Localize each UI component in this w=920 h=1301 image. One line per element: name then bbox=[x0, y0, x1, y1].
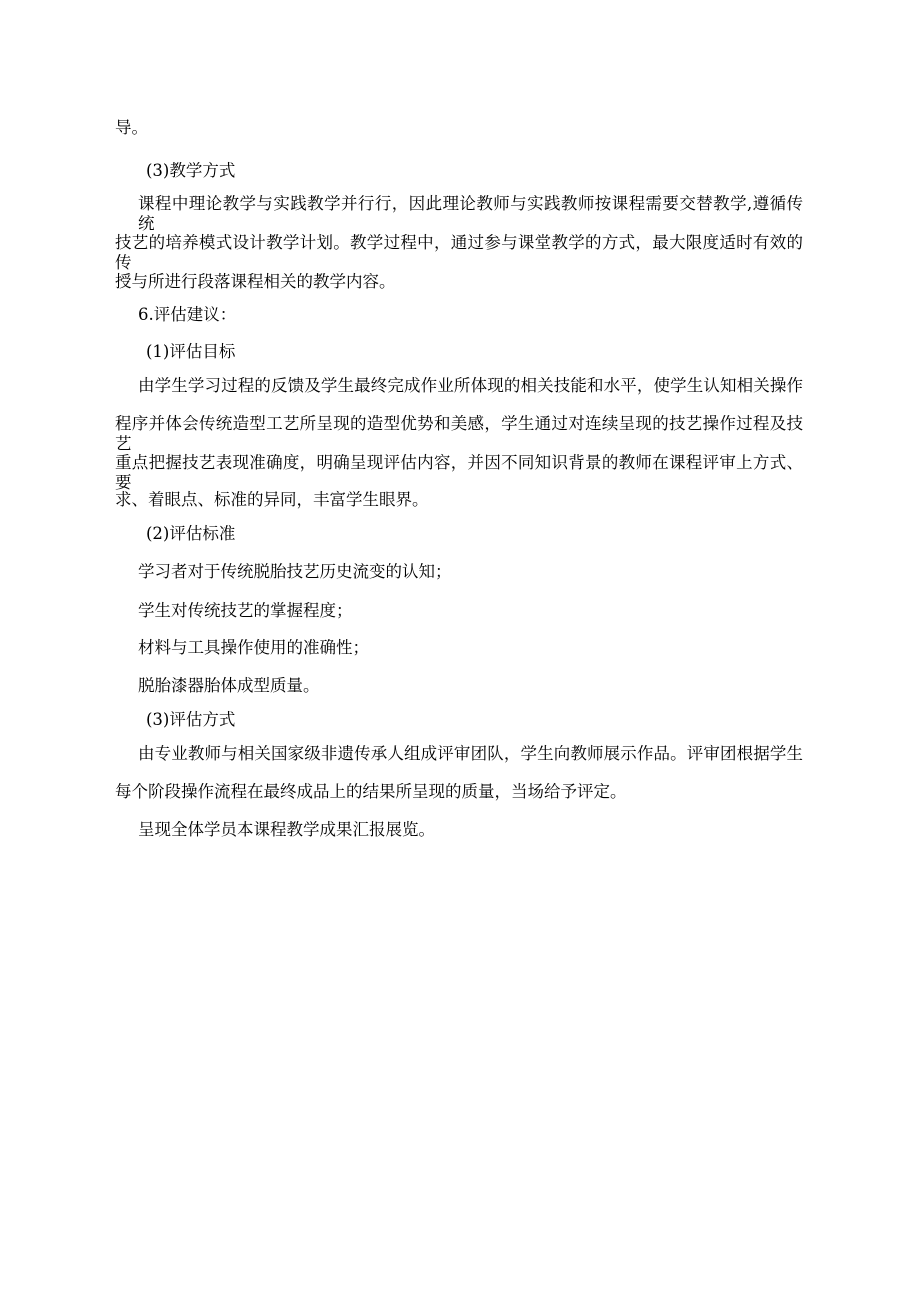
list-item: 学习者对于传统脱胎技艺历史流变的认知； bbox=[138, 562, 452, 581]
paragraph-line: 呈现全体学员本课程教学成果汇报展览。 bbox=[138, 820, 435, 839]
heading-teaching-method: (3)教学方式 bbox=[146, 161, 236, 180]
paragraph-line: 求、着眼点、标准的异同，丰富学生眼界。 bbox=[115, 490, 429, 509]
paragraph-line: 课程中理论教学与实践教学并行行，因此理论教师与实践教师按课程需要交替教学,遵循传统 bbox=[138, 194, 803, 233]
paragraph-line: 由专业教师与相关国家级非遗传承人组成评审团队，学生向教师展示作品。评审团根据学生 bbox=[138, 744, 803, 763]
list-item: 材料与工具操作使用的准确性； bbox=[138, 638, 369, 657]
paragraph-line: 程序并体会传统造型工艺所呈现的造型优势和美感，学生通过对连续呈现的技艺操作过程及技艺 bbox=[115, 414, 803, 453]
paragraph-line: 每个阶段操作流程在最终成品上的结果所呈现的质量，当场给予评定。 bbox=[115, 782, 627, 801]
heading-evaluation-goal: (1)评估目标 bbox=[146, 342, 236, 361]
list-item: 脱胎漆器胎体成型质量。 bbox=[138, 676, 320, 695]
paragraph-line: 重点把握技艺表现准确度，明确呈现评估内容，并因不同知识背景的教师在课程评审上方式、要 bbox=[115, 453, 803, 492]
section-heading-evaluation: 6.评估建议： bbox=[138, 305, 237, 324]
paragraph-line: 技艺的培养模式设计教学计划。教学过程中，通过参与课堂教学的方式，最大限度适时有效的传 bbox=[115, 233, 803, 272]
heading-evaluation-standard: (2)评估标准 bbox=[146, 524, 236, 543]
list-item: 学生对传统技艺的掌握程度； bbox=[138, 601, 353, 620]
heading-evaluation-method: (3)评估方式 bbox=[146, 710, 236, 729]
text-line-continuation: 导。 bbox=[115, 118, 148, 137]
paragraph-line: 由学生学习过程的反馈及学生最终完成作业所体现的相关技能和水平，使学生认知相关操作 bbox=[138, 376, 803, 395]
paragraph-line: 授与所进行段落课程相关的教学内容。 bbox=[115, 272, 396, 291]
